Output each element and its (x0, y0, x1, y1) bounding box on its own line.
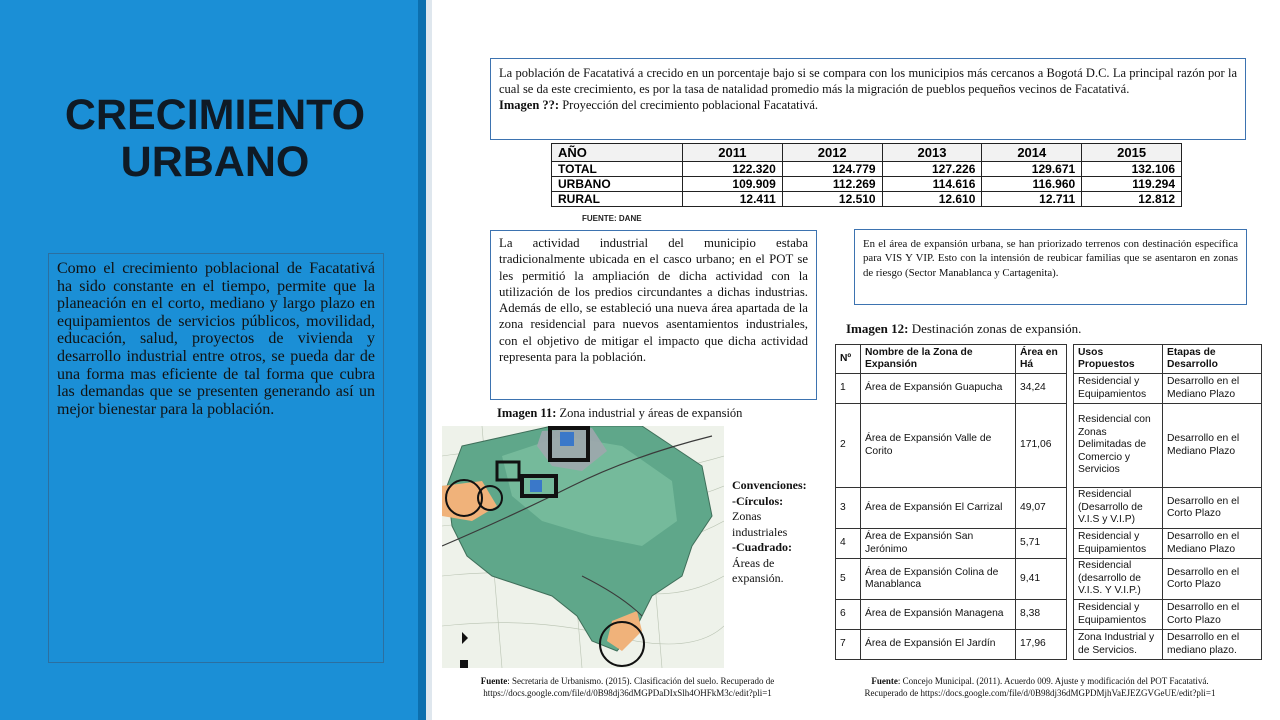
table-row (552, 177, 1182, 192)
map-legend (732, 478, 807, 587)
source-right (850, 676, 1230, 699)
table-cell: 6 (836, 600, 861, 630)
table-header: 2013 (882, 144, 982, 162)
table-cell: Área de Expansión Managena (861, 600, 1016, 630)
table-cell: Residencial y Equipamientos (1074, 374, 1163, 404)
table-cell: 34,24 (1016, 374, 1067, 404)
table-cell: 5 (836, 559, 861, 600)
table-header: Área en Há (1016, 345, 1067, 374)
table-row (836, 600, 1067, 630)
image12-label: Imagen 12: (846, 321, 909, 336)
title-line-1: CRECIMIENTO (64, 91, 366, 139)
table-cell: Residencial y Equipamientos (1074, 600, 1163, 630)
left-text-box (48, 253, 384, 663)
industrial-text-box (490, 230, 817, 400)
table-cell: 129.671 (982, 162, 1082, 177)
table-cell: 12.812 (1082, 192, 1182, 207)
table-cell: Área de Expansión Valle de Corito (861, 404, 1016, 488)
image11-label: Imagen 11: (497, 406, 557, 420)
table-cell: 2 (836, 404, 861, 488)
table-row (836, 488, 1067, 529)
table-cell: URBANO (552, 177, 683, 192)
table-cell: 127.226 (882, 162, 982, 177)
population-caption (499, 97, 1237, 113)
table-row (1074, 488, 1262, 529)
table-header-row (552, 144, 1182, 162)
table-cell: 8,38 (1016, 600, 1067, 630)
zoning-map (442, 426, 724, 668)
title-line-2: URBANO (120, 138, 310, 186)
table-cell: Área de Expansión Guapucha (861, 374, 1016, 404)
table-row (1074, 559, 1262, 600)
table-cell: 49,07 (1016, 488, 1067, 529)
table-cell: 3 (836, 488, 861, 529)
image12-text: Destinación zonas de expansión. (908, 321, 1082, 336)
table-cell: 116.960 (982, 177, 1082, 192)
table-cell: Desarrollo en el mediano plazo. (1163, 630, 1262, 660)
table-cell: 109.909 (683, 177, 783, 192)
table-row (1074, 600, 1262, 630)
left-paragraph: Como el crecimiento poblacional de Facatativá ha sido constante en el tiempo, permite que la planeación en el corto, mediano y largo plazo en equipamientos de servicios públicos, movilidad, educación, salud, proyectos de vivienda y desarrollo industrial entre otros, se pueda dar de una forma mas eficiente de tal forma que cubra las demandas que se presenten generando así un mejor bienestar para la población. (57, 260, 375, 418)
table-cell: Desarrollo en el Corto Plazo (1163, 488, 1262, 529)
table-cell: Área de Expansión El Carrizal (861, 488, 1016, 529)
table-cell: Área de Expansión Colina de Manablanca (861, 559, 1016, 600)
legend-squares-text: Áreas de expansión. (732, 555, 784, 585)
table-cell: 12.510 (782, 192, 882, 207)
table-cell: 119.294 (1082, 177, 1182, 192)
table-cell: Desarrollo en el Mediano Plazo (1163, 404, 1262, 488)
table-cell: 114.616 (882, 177, 982, 192)
table-row (836, 404, 1067, 488)
source-left-label: Fuente (480, 676, 508, 686)
legend-squares-label: -Cuadrado: (732, 540, 793, 554)
table-header: 2014 (982, 144, 1082, 162)
table-header: AÑO (552, 144, 683, 162)
table-cell: 12.711 (982, 192, 1082, 207)
table-cell: 1 (836, 374, 861, 404)
image11-caption (497, 406, 742, 421)
table-cell: Zona Industrial y de Servicios. (1074, 630, 1163, 660)
population-table-wrap (551, 143, 1182, 215)
table-cell: 4 (836, 529, 861, 559)
source-left (450, 676, 805, 699)
table-cell: Área de Expansión El Jardín (861, 630, 1016, 660)
table-row (836, 529, 1067, 559)
source-left-text: : Secretaria de Urbanismo. (2015). Clasificación del suelo. Recuperado de https://docs.google.com/file/d/0B98dj36dMGPDaDIxSlh4OHFkM3c/edit?pli=1 (483, 676, 775, 698)
table-cell: Residencial (desarrollo de V.I.S. Y V.I.P.) (1074, 559, 1163, 600)
table-header: Etapas de Desarrollo (1163, 345, 1262, 374)
table-cell: Residencial con Zonas Delimitadas de Comercio y Servicios (1074, 404, 1163, 488)
caption-label: Imagen ??: (499, 98, 560, 112)
table-cell: Residencial (Desarrollo de V.I.S y V.I.P) (1074, 488, 1163, 529)
table-header: 2015 (1082, 144, 1182, 162)
expansion-table-uses (1073, 344, 1262, 660)
table-cell: 124.779 (782, 162, 882, 177)
expansion-table-names (835, 344, 1067, 660)
table-cell: RURAL (552, 192, 683, 207)
table-header: Nombre de la Zona de Expansión (861, 345, 1016, 374)
table-cell: 12.610 (882, 192, 982, 207)
table-cell: 132.106 (1082, 162, 1182, 177)
legend-circles-label: -Círculos: (732, 493, 784, 508)
image11-text: Zona industrial y áreas de expansión (556, 406, 743, 420)
table-cell: 122.320 (683, 162, 783, 177)
table-cell: Residencial y Equipamientos (1074, 529, 1163, 559)
table-header: 2011 (683, 144, 783, 162)
divider-stripe (418, 0, 426, 720)
table-row (552, 162, 1182, 177)
legend-title: Convenciones: (732, 478, 807, 492)
table-row (1074, 529, 1262, 559)
divider-stripe-light (426, 0, 432, 720)
population-table (551, 143, 1182, 207)
table-header: Nº (836, 345, 861, 374)
table-cell: 9,41 (1016, 559, 1067, 600)
population-text-box (490, 58, 1246, 140)
image12-caption (846, 321, 1081, 337)
table-header-row (1074, 345, 1262, 374)
table-row (836, 630, 1067, 660)
table-cell: Desarrollo en el Corto Plazo (1163, 559, 1262, 600)
table-cell: Desarrollo en el Mediano Plazo (1163, 529, 1262, 559)
table-header: 2012 (782, 144, 882, 162)
table-cell: Desarrollo en el Mediano Plazo (1163, 374, 1262, 404)
table-cell: Área de Expansión San Jerónimo (861, 529, 1016, 559)
dane-source: FUENTE: DANE (582, 214, 642, 223)
table-header: Usos Propuestos (1074, 345, 1163, 374)
legend-circles-text: Zonas industriales (732, 509, 788, 539)
expansion-paragraph: En el área de expansión urbana, se han priorizado terrenos con destinación específica para VIS Y VIP. Esto con la intensión de reubicar familias que se asentaron en zonas de riesgo (Sector Manablanca y Cartagenita). (863, 238, 1238, 279)
table-row (836, 374, 1067, 404)
table-cell: 171,06 (1016, 404, 1067, 488)
industrial-paragraph: La actividad industrial del municipio estaba tradicionalmente ubicada en el casco urbano; en el POT se les permitió la ampliación de dicha actividad con la utilización de los predios circundantes a dichas industrias. Además de ello, se estableció una nueva área apartada de la zona residencial para nuevos asentamientos industriales, con el objetivo de mitigar el impacto que dicha actividad representa para la población. (499, 236, 808, 365)
table-cell: 12.411 (683, 192, 783, 207)
population-paragraph: La población de Facatativá a crecido en un porcentaje bajo si se compara con los municipios más cercanos a Bogotá D.C. La principal razón por la cual se da este crecimiento, es por la tasa de natalidad promedio más la migración de pueblos pequeños vecinos de Facatativá. (499, 66, 1237, 96)
table-row (1074, 630, 1262, 660)
table-cell: Desarrollo en el Corto Plazo (1163, 600, 1262, 630)
table-row (1074, 404, 1262, 488)
table-cell: 7 (836, 630, 861, 660)
table-header-row (836, 345, 1067, 374)
table-cell: TOTAL (552, 162, 683, 177)
table-row (836, 559, 1067, 600)
table-row (552, 192, 1182, 207)
table-cell: 112.269 (782, 177, 882, 192)
caption-text: Proyección del crecimiento poblacional Facatativá. (559, 98, 819, 112)
table-row (1074, 374, 1262, 404)
expansion-text-box (854, 229, 1247, 305)
source-right-label: Fuente (871, 676, 898, 686)
table-cell: 17,96 (1016, 630, 1067, 660)
slide-title (30, 92, 400, 186)
left-panel (0, 0, 418, 720)
table-cell: 5,71 (1016, 529, 1067, 559)
source-right-text: : Concejo Municipal. (2011). Acuerdo 009. Ajuste y modificación del POT Facatativá. Recuperado de https://docs.google.com/file/d/0B98dj36dMGPDMjhVaEJEZGVGeUE/edit?pli=1 (864, 676, 1216, 698)
